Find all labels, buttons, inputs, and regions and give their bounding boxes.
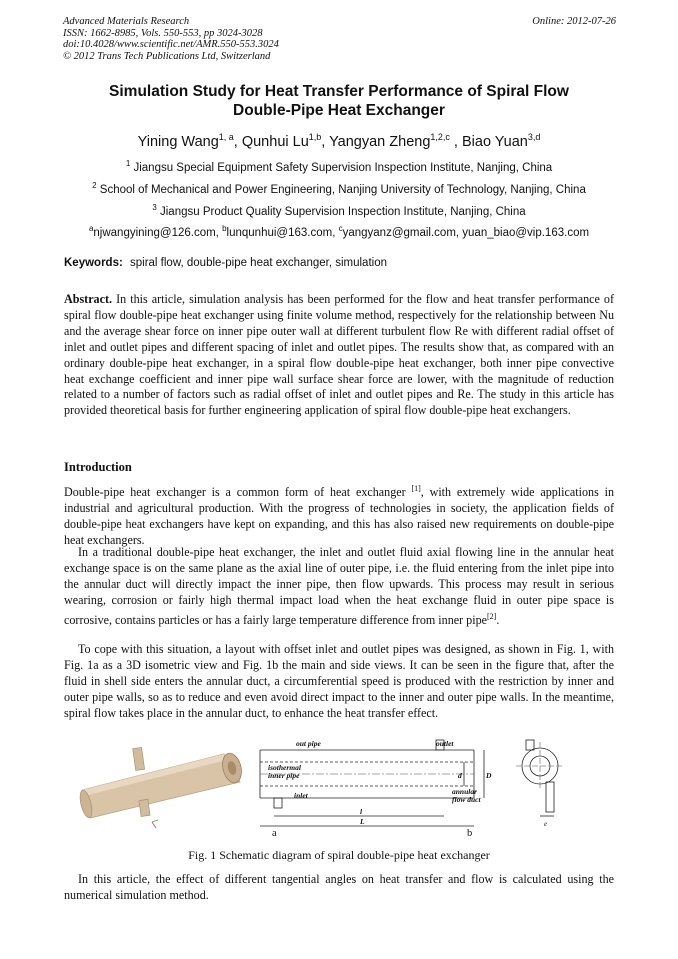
author-name: Yangyan Zheng	[329, 133, 431, 150]
section-heading-introduction: Introduction	[64, 460, 132, 474]
email-sup: b	[222, 224, 227, 233]
intro-paragraph-1	[64, 481, 614, 549]
author-sup: 1,b	[308, 132, 322, 142]
label-inner-pipe: inner pipe	[268, 771, 300, 780]
title-line-2: Double-Pipe Heat Exchanger	[233, 102, 445, 119]
paragraph-text: Double-pipe heat exchanger is a common form of heat exchanger	[64, 485, 412, 500]
abstract-label: Abstract.	[64, 292, 113, 306]
issn-line: ISSN: 1662-8985, Vols. 550-553, pp 3024-3028	[63, 27, 263, 39]
label-e: e	[544, 820, 548, 828]
figure-1-graphic	[64, 738, 614, 838]
affiliation-sup: 3	[152, 203, 157, 212]
label-isothermal: isothermal	[268, 763, 301, 772]
paragraph-text: , with extremely wide applications in industrial and agricultural production. With the progress of technologies in society, the application fields of double-pipe heat exchangers have kept on expanding, and this has also raised new requirements on double-pipe heat exchangers.	[64, 485, 614, 547]
affiliation-1	[0, 157, 678, 175]
figure-label-b: b	[467, 828, 473, 839]
paragraph-text: In a traditional double-pipe heat exchanger, the inlet and outlet fluid axial flowing line in the annular heat exchange space is on the same plane as the axial line of outer pipe, i.e. the fluid entering from the inlet pipe into the annular duct will directly impact the inner pipe, then flow upwards. This process may result in serious wearing, corrosion or fairly high thermal impact load when the heat exchange fluid in outer pipe space is corrosive, contains particles or has a fairly large temperature difference from inner pipe	[64, 545, 614, 627]
label-inlet: inlet	[294, 791, 308, 800]
label-outlet: outlet	[436, 739, 454, 748]
figure-caption: Fig. 1 Schematic diagram of spiral double-pipe heat exchanger	[188, 848, 490, 862]
affiliation-text: School of Mechanical and Power Engineering, Nanjing University of Technology, Nanjing, China	[99, 183, 586, 196]
author-separator: ,	[321, 133, 330, 150]
journal-name: Advanced Materials Research	[63, 16, 190, 27]
affiliation-text: Jiangsu Product Quality Supervision Inspection Institute, Nanjing, China	[160, 205, 526, 218]
affiliation-sup: 2	[92, 181, 97, 190]
journal-header	[63, 16, 616, 62]
side-view-drawing	[516, 740, 564, 816]
label-l: l	[360, 807, 363, 816]
label-L: L	[360, 817, 365, 826]
intro-paragraph-4: In this article, the effect of different tangential angles on heat transfer and flow is calculated using the numerical simulation method.	[64, 872, 614, 902]
affiliation-3	[0, 201, 678, 219]
email-sup: a	[88, 224, 94, 233]
keywords	[64, 257, 387, 269]
author-name: Biao Yuan	[462, 133, 528, 150]
author-sup: 3,d	[527, 132, 541, 142]
author-separator: ,	[449, 133, 462, 150]
email-line	[0, 222, 678, 240]
citation-ref: [1]	[411, 484, 421, 493]
keywords-text: spiral flow, double-pipe heat exchanger, simulation	[130, 257, 387, 269]
email-a: njwangyining@126.com,	[93, 226, 223, 239]
author-sup: 1,2,c	[430, 132, 450, 142]
abstract	[64, 292, 614, 419]
affiliation-2	[0, 179, 678, 197]
author-separator: ,	[233, 133, 242, 150]
email-sup: c	[338, 224, 343, 233]
paragraph-text: .	[496, 612, 500, 627]
paper-title	[0, 82, 678, 120]
email-c: yangyanz@gmail.com, yuan_biao@vip.163.com	[342, 226, 590, 239]
online-date: Online: 2012-07-26	[532, 16, 616, 27]
figure-1	[64, 738, 614, 838]
email-b: lunqunhui@163.com,	[226, 226, 339, 239]
keywords-label: Keywords:	[64, 257, 123, 269]
title-line-1: Simulation Study for Heat Transfer Performance of Spiral Flow	[109, 83, 569, 100]
figure-label-a: a	[272, 828, 277, 839]
intro-paragraph-2	[64, 545, 614, 629]
intro-paragraph-3: To cope with this situation, a layout with offset inlet and outlet pipes was designed, as shown in Fig. 1, with Fig. 1a as a 3D isometric view and Fig. 1b the main and side views. It can be seen in the figure that, after the fluid in shell side enters the annular duct, a circumferential speed is produced with the restriction by inner and outer pipe walls, so as to reduce and even avoid direct impact to the inner and outer pipe walls. In the meantime, spiral flow takes place in the annular duct, to enhance the heat transfer effect.	[64, 642, 614, 720]
author-name: Yining Wang	[137, 133, 219, 150]
label-annular: annular	[452, 787, 478, 796]
author-sup: 1, a	[218, 132, 234, 142]
author-name: Qunhui Lu	[241, 133, 309, 150]
isometric-pipe-drawing	[78, 747, 245, 828]
abstract-text: In this article, simulation analysis has been performed for the flow and heat transfer performance of spiral flow double-pipe heat exchanger using finite volume method, respectively for the relationship between Nu and the average shear force on inner pipe outer wall at different turbulent flow Re with different radial offset of inlet and outlet pipes and different spacing of inlet and outlet pipes. The results show that, as compared with an ordinary double-pipe heat exchanger, in a spiral flow double-pipe heat exchanger, both inner pipe convective heat exchange coefficient and inner pipe wall surface shear force are lower, with the magnitude of reduction related to a number of factors such as radial offset of inlet and outlet pipes and Re. The study in this article has provided theoretical basis for further engineering application of spiral flow double-pipe heat exchangers.	[64, 292, 614, 418]
citation-ref: [2]	[487, 611, 497, 621]
label-d: d	[458, 771, 462, 780]
affiliation-text: Jiangsu Special Equipment Safety Supervision Inspection Institute, Nanjing, China	[133, 161, 553, 174]
copyright-line: © 2012 Trans Tech Publications Ltd, Switzerland	[63, 50, 271, 62]
author-list	[0, 128, 678, 151]
main-view-drawing	[260, 740, 484, 826]
label-out-pipe: out pipe	[296, 739, 321, 748]
label-flow-duct: flow duct	[452, 795, 481, 804]
main-view-labels	[268, 739, 492, 826]
doi-line: doi:10.4028/www.scientific.net/AMR.550-553.3024	[63, 39, 279, 50]
label-D: D	[486, 771, 492, 780]
affiliation-sup: 1	[125, 159, 131, 168]
